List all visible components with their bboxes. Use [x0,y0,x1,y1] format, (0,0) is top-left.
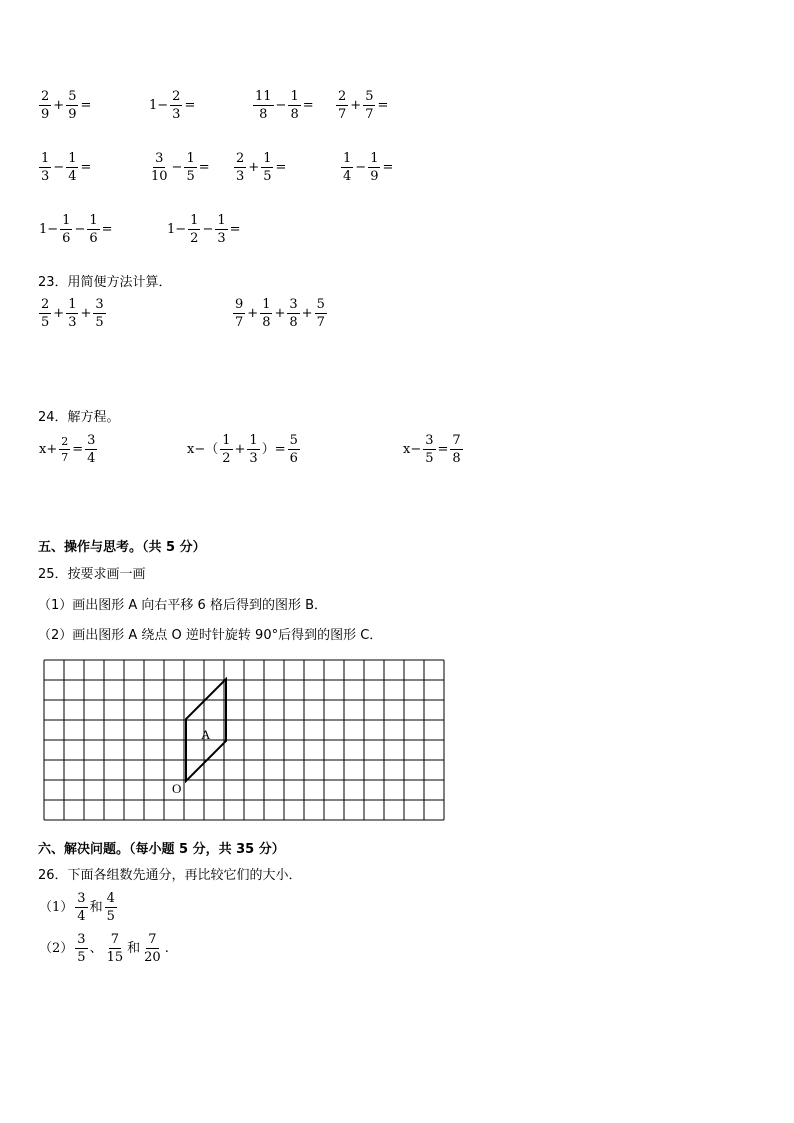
denominator: 6 [62,231,71,246]
calc-row2-item-3 [233,152,287,183]
fraction [287,298,299,329]
fraction [215,214,227,245]
numerator: 2 [61,435,69,448]
numerator: 7 [452,433,461,448]
denominator: 5 [263,169,272,184]
calc-row1-item-4 [335,90,389,121]
numerator: 2 [41,89,50,104]
q23-expr-2 [232,298,328,329]
calc-row2-item-1 [38,152,92,183]
operator: − [171,160,183,175]
operator: = [437,442,449,457]
operator: ）= [261,442,286,457]
operator: + [247,306,259,321]
denominator: 5 [41,315,50,330]
numerator: 1 [62,213,71,228]
fraction [105,892,117,923]
numerator: 3 [77,891,86,906]
numerator: 3 [87,433,96,448]
denominator: 8 [262,315,271,330]
operator: = [275,160,287,175]
grid-lines [44,660,444,820]
fraction [105,933,126,964]
operator: + [53,98,65,113]
q24-title: 24．解方程。 [38,410,120,425]
denominator: 5 [106,909,115,924]
denominator: 7 [365,107,374,122]
operator: + [248,160,260,175]
fraction [66,90,78,121]
operator: 、 [89,941,103,956]
denominator: 7 [61,451,69,464]
fraction [260,298,272,329]
denominator: 6 [89,231,98,246]
numerator: 1 [41,151,50,166]
q23-expr-1 [38,298,107,329]
denominator: 2 [222,451,231,466]
operator: − [74,222,86,237]
operator: − [53,160,65,175]
fraction [66,152,78,183]
numerator: 1 [89,213,98,228]
numerator: 1 [190,213,199,228]
q23-title: 23．用简便方法计算． [38,275,172,290]
fraction [341,152,353,183]
numerator: 4 [106,891,115,906]
fraction [188,214,200,245]
denominator: 8 [452,451,461,466]
fraction [233,298,245,329]
numerator: 5 [68,89,77,104]
denominator: 8 [289,315,298,330]
numerator: 1 [68,297,77,312]
operator: 1− [167,222,187,237]
denominator: 10 [151,169,168,184]
denominator: 3 [41,169,50,184]
fraction [423,434,435,465]
operator: = [229,222,241,237]
operator: = [101,222,113,237]
denominator: 7 [316,315,325,330]
denominator: 9 [68,107,77,122]
denominator: 5 [186,169,195,184]
operator: − [355,160,367,175]
denominator: 4 [77,909,86,924]
section5-heading: 五、操作与思考。（共 5 分） [38,540,206,555]
fraction [85,434,97,465]
fraction [75,892,87,923]
fraction [253,90,274,121]
numerator: 5 [289,433,298,448]
q25-title: 25．按要求画一画 [38,567,146,582]
fraction [39,152,51,183]
q25-part-2: （2）画出图形 A 绕点 O 逆时针旋转 90°后得到的图形 C． [38,628,383,643]
calc-row3-item-1 [38,214,114,245]
operator: 1− [149,98,169,113]
numerator: 3 [425,433,434,448]
numerator: 7 [148,932,157,947]
denominator: 4 [87,451,96,466]
label-a: A [201,727,211,742]
fraction [75,933,87,964]
denominator: 4 [343,169,352,184]
numerator: 1 [217,213,226,228]
operator: = [302,98,314,113]
q25-part-1: （1）画出图形 A 向右平移 6 格后得到的图形 B． [38,598,328,613]
denominator: 9 [41,107,50,122]
operator: 和 [89,900,103,915]
calc-row1-item-3 [252,90,315,121]
numerator: 5 [316,297,325,312]
calc-row1-item-1 [38,90,92,121]
fraction [288,90,300,121]
numerator: 2 [236,151,245,166]
denominator: 5 [425,451,434,466]
fraction [39,90,51,121]
denominator: 8 [259,107,268,122]
fraction [315,298,327,329]
calc-row2-item-4 [340,152,394,183]
operator: x+ [39,442,58,457]
numerator: 5 [365,89,374,104]
numerator: 1 [186,151,195,166]
denominator: 8 [290,107,299,122]
drawing-grid[interactable] [43,659,445,825]
operator: = [377,98,389,113]
denominator: 15 [106,950,124,965]
operator: + [274,306,286,321]
operator: （2） [39,941,74,956]
numerator: 11 [255,89,272,104]
fraction [87,214,99,245]
operator: x−（ [187,442,219,457]
fraction [142,933,163,964]
denominator: 3 [236,169,245,184]
fraction [39,298,51,329]
operator: 1− [39,222,59,237]
operator: = [198,160,210,175]
operator: − [275,98,287,113]
numerator: 1 [222,433,231,448]
numerator: 3 [95,297,104,312]
q24-equation-1 [38,434,98,465]
numerator: 3 [155,151,164,166]
fraction [234,152,246,183]
numerator: 1 [262,297,271,312]
denominator: 3 [68,315,77,330]
denominator: 20 [144,950,161,965]
denominator: 9 [370,169,379,184]
fraction [368,152,380,183]
numerator: 1 [249,433,258,448]
section6-heading: 六、解决问题。（每小题 5 分，共 35 分） [38,842,285,857]
numerator: 2 [41,297,50,312]
numerator: 2 [172,89,181,104]
operator: + [350,98,362,113]
denominator: 7 [235,315,244,330]
operator: x− [403,442,422,457]
operator: − [202,222,214,237]
numerator: 1 [370,151,379,166]
operator: （1） [39,900,74,915]
fraction [363,90,375,121]
label-o: O [172,781,182,796]
fraction [450,434,462,465]
numerator: 9 [235,297,244,312]
numerator: 1 [263,151,272,166]
fraction [149,152,170,183]
operator: = [184,98,196,113]
numerator: 1 [68,151,77,166]
operator: = [72,442,84,457]
fraction [184,152,196,183]
operator: = [382,160,394,175]
numerator: 2 [338,89,347,104]
operator: = [80,98,92,113]
fraction [170,90,182,121]
operator: + [301,306,313,321]
operator: 和 [127,941,141,956]
operator: + [80,306,92,321]
denominator: 3 [217,231,226,246]
fraction [93,298,105,329]
q26-part-2 [38,933,170,964]
fraction [261,152,273,183]
fraction [220,434,232,465]
numerator: 1 [343,151,352,166]
numerator: 3 [77,932,86,947]
denominator: 3 [172,107,181,122]
fraction [60,214,72,245]
fraction [336,90,348,121]
fraction [59,436,70,463]
operator: + [53,306,65,321]
fraction [66,298,78,329]
denominator: 4 [68,169,77,184]
numerator: 1 [290,89,299,104]
q24-equation-3 [402,434,464,465]
calc-row1-item-2 [148,90,196,121]
denominator: 7 [338,107,347,122]
denominator: 5 [77,950,86,965]
denominator: 6 [289,451,298,466]
calc-row2-item-2 [148,152,211,183]
q24-equation-2 [186,434,301,465]
denominator: 3 [249,451,258,466]
q26-part-1 [38,892,118,923]
fraction [247,434,259,465]
operator: = [80,160,92,175]
calc-row3-item-2 [166,214,242,245]
fraction [288,434,300,465]
numerator: 7 [110,932,119,947]
operator: . [164,941,169,956]
q26-title: 26．下面各组数先通分，再比较它们的大小． [38,868,302,883]
denominator: 2 [190,231,199,246]
numerator: 3 [289,297,298,312]
operator: + [234,442,246,457]
denominator: 5 [95,315,104,330]
